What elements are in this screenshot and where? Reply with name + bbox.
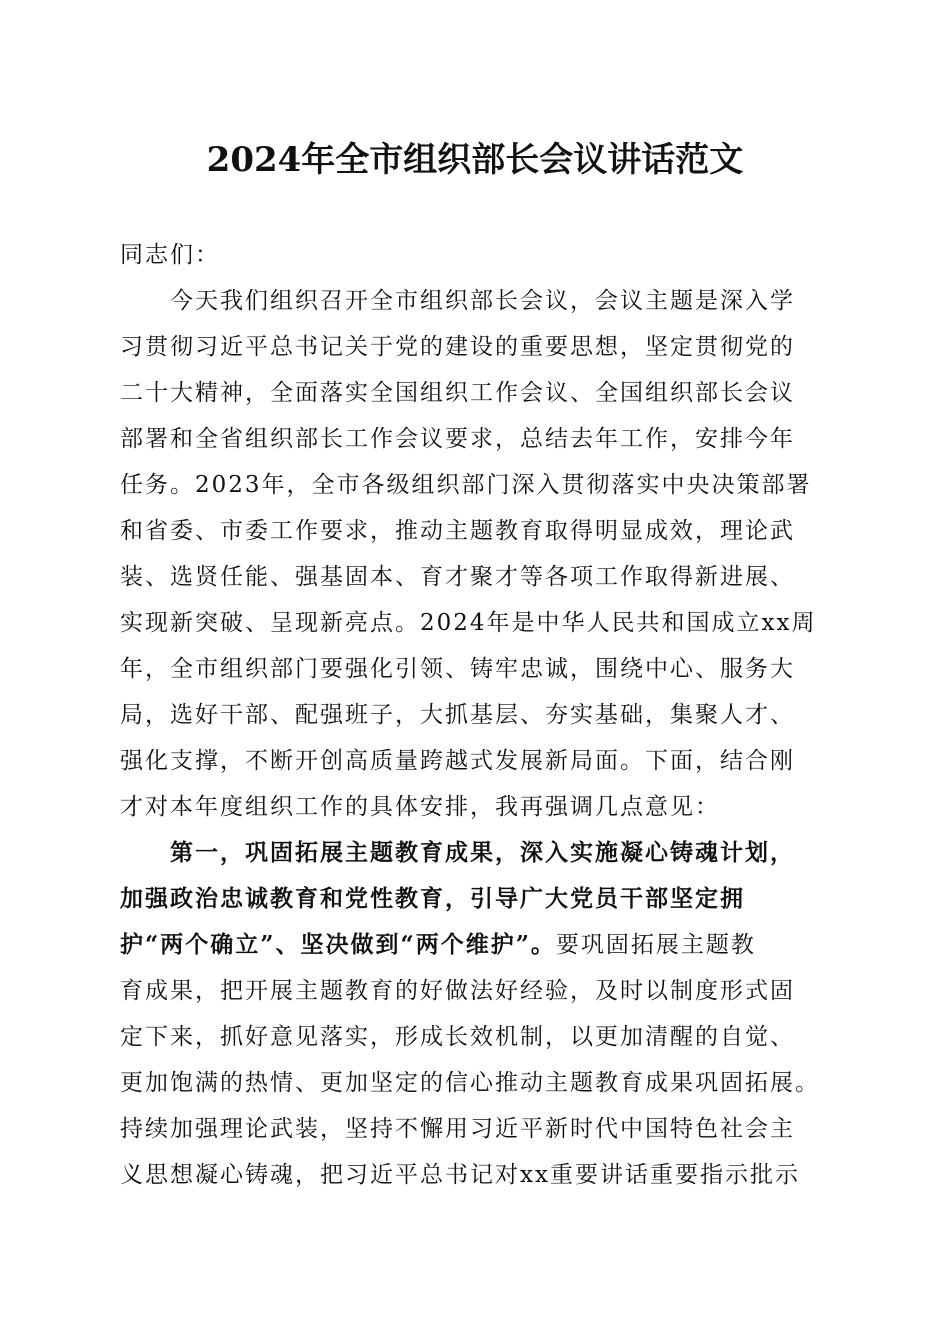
body-line: 强化支撑，不断开创高质量跨越式发展新局面。下面，结合刚 xyxy=(120,748,795,774)
mixed-line xyxy=(120,922,840,968)
section-heading-line: 第一，巩固拓展主题教育成果，深入实施凝心铸魂计划， xyxy=(120,839,795,866)
body-line: 部署和全省组织部长工作会议要求，总结去年工作，安排今年 xyxy=(120,426,795,452)
section-heading-line: 加强政治忠诚教育和党性教育，引导广大党员干部坚定拥 xyxy=(120,885,745,912)
body-line: 更加饱满的热情、更加坚定的信心推动主题教育成果巩固拓展。 xyxy=(120,1070,820,1096)
body-line-fragment: 要巩固拓展主题教 xyxy=(555,932,756,958)
body-line: 定下来，抓好意见落实，形成长效机制，以更加清醒的自觉、 xyxy=(120,1024,795,1050)
body-line: 二十大精神，全面落实全国组织工作会议、全国组织部长会议 xyxy=(120,380,795,406)
body-line: 局，选好干部、配强班子，大抓基层、夯实基础，集聚人才、 xyxy=(120,702,795,728)
body-line: 今天我们组织召开全市组织部长会议，会议主题是深入学 xyxy=(120,288,795,314)
document-body xyxy=(120,232,840,1198)
body-line: 育成果，把开展主题教育的好做法好经验，及时以制度形式固 xyxy=(120,978,795,1004)
section-heading-tail: 护“两个确立”、坚决做到“两个维护”。 xyxy=(120,931,556,958)
body-line: 才对本年度组织工作的具体安排，我再强调几点意见： xyxy=(120,794,720,820)
body-line: 义思想凝心铸魂，把习近平总书记对xx重要讲话重要指示批示 xyxy=(120,1162,800,1188)
body-line: 持续加强理论武装，坚持不懈用习近平新时代中国特色社会主 xyxy=(120,1116,795,1142)
salutation: 同志们： xyxy=(120,242,220,268)
body-line: 任务。2023年，全市各级组织部门深入贯彻落实中央决策部署 xyxy=(120,472,812,498)
body-line: 实现新突破、呈现新亮点。2024年是中华人民共和国成立xx周 xyxy=(120,610,817,636)
document-title: 2024年全市组织部长会议讲话范文 xyxy=(206,140,744,180)
body-line: 和省委、市委工作要求，推动主题教育取得明显成效，理论武 xyxy=(120,518,795,544)
body-line: 装、选贤任能、强基固本、育才聚才等各项工作取得新进展、 xyxy=(120,564,795,590)
body-line: 习贯彻习近平总书记关于党的建设的重要思想，坚定贯彻党的 xyxy=(120,334,795,360)
body-line: 年，全市组织部门要强化引领、铸牢忠诚，围绕中心、服务大 xyxy=(120,656,795,682)
